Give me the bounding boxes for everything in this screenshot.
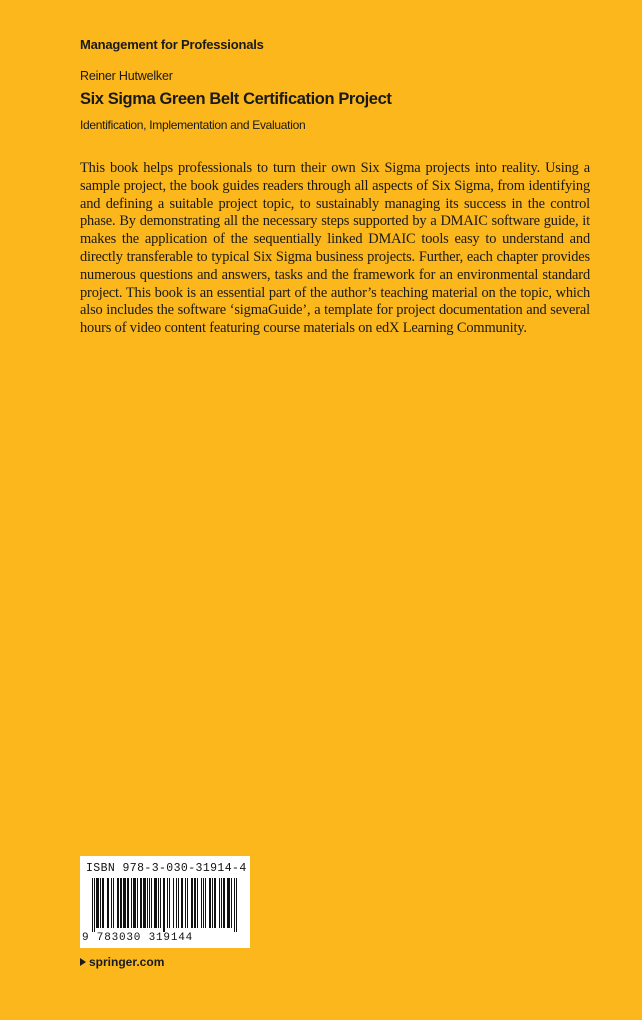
barcode-bar	[117, 878, 119, 928]
barcode-bar	[94, 878, 95, 932]
barcode-bar	[107, 878, 109, 928]
barcode-bar	[137, 878, 138, 928]
barcode-bar	[140, 878, 142, 928]
barcode-bar	[231, 878, 232, 928]
barcode-bar	[149, 878, 150, 928]
barcode-bar	[151, 878, 152, 928]
barcode-bar	[120, 878, 122, 928]
barcode-bar	[102, 878, 104, 928]
barcode-bar	[111, 878, 112, 928]
barcode-bar	[219, 878, 220, 928]
barcode-bar	[163, 878, 165, 932]
barcode-bar	[194, 878, 196, 928]
barcode-bar	[205, 878, 206, 928]
arrow-right-icon	[80, 958, 86, 966]
book-description: This book helps professionals to turn their own Six Sigma projects into reality. Using a sample project, the book guides readers through all aspects of Six Sigma, from identifying and defining a suitable project topic, to sustainably managing its success in the control phase. By demonstrating all the necessary steps supported by a DMAIC software guide, it makes the application of the sequentially linked DMAIC tools easy to understand and directly transferable to typical Six Sigma business projects. Further, each chapter provides numerous questions and answers, tasks and the framework for an environmental standard project. This book is an essential part of the author’s teaching material on the topic, which also includes the software ‘sigmaGuide’, a template for project documentation and several hours of video content featuring course materials on edX Learning Community.	[80, 160, 590, 337]
barcode-bar	[167, 878, 168, 928]
isbn-barcode	[80, 856, 250, 948]
barcode-bar	[143, 878, 146, 928]
barcode-bar	[100, 878, 101, 928]
series-title: Management for Professionals	[80, 37, 264, 52]
book-title: Six Sigma Green Belt Certification Project	[80, 90, 392, 108]
publisher-link[interactable]	[80, 955, 164, 969]
barcode-bar	[234, 878, 235, 932]
barcode-bar	[176, 878, 177, 928]
barcode-bar	[203, 878, 204, 928]
author-name: Reiner Hutwelker	[80, 69, 173, 83]
book-subtitle: Identification, Implementation and Evaluation	[80, 118, 306, 132]
barcode-bar	[147, 878, 148, 928]
barcode-bar	[181, 878, 183, 928]
barcode-bar	[187, 878, 188, 928]
barcode-bar	[127, 878, 129, 928]
barcode-bar	[96, 878, 99, 928]
barcode-bar	[113, 878, 114, 928]
barcode-bar	[123, 878, 126, 928]
barcode-bar	[201, 878, 202, 928]
barcode-bars	[92, 878, 238, 932]
barcode-bar	[209, 878, 211, 928]
barcode-bar	[223, 878, 225, 928]
barcode-bar	[169, 878, 170, 928]
barcode-bar	[173, 878, 174, 928]
barcode-bar	[178, 878, 179, 928]
barcode-bar	[236, 878, 237, 932]
barcode-bar	[227, 878, 230, 928]
barcode-bar	[221, 878, 222, 928]
isbn-label: ISBN 978-3-030-31914-4	[86, 862, 247, 875]
barcode-bar	[185, 878, 186, 928]
barcode-bar	[191, 878, 193, 928]
barcode-bar	[131, 878, 132, 928]
barcode-bar	[133, 878, 136, 928]
barcode-bar	[160, 878, 161, 928]
publisher-url: springer.com	[89, 955, 165, 969]
barcode-bar	[197, 878, 198, 928]
barcode-bar	[158, 878, 159, 928]
barcode-bar	[214, 878, 216, 928]
barcode-bar	[212, 878, 213, 928]
barcode-bar	[154, 878, 157, 928]
barcode-bar	[92, 878, 93, 932]
ean-digits: 9 783030 319144	[82, 932, 194, 944]
